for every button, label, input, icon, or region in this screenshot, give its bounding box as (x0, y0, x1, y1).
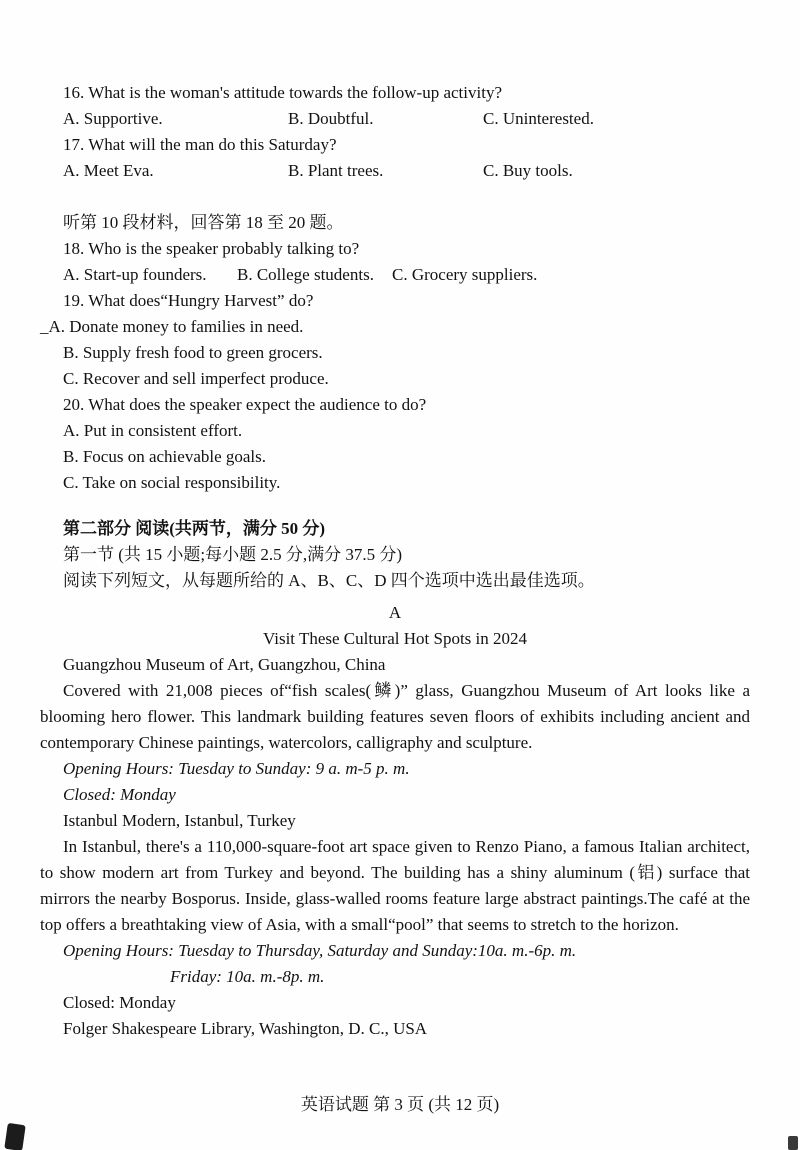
scan-artifact-bottom-right (788, 1136, 798, 1150)
passage-label: A (388, 603, 402, 622)
question-19-option-b: B. Supply fresh food to green grocers. (63, 343, 323, 362)
question-18-option-b: B. College students. (237, 265, 374, 284)
question-19-option-a: A. Donate money to families in need. (48, 317, 304, 336)
question-17-option-b: B. Plant trees. (288, 161, 384, 180)
question-18-options (40, 262, 750, 288)
question-17-option-c: C. Buy tools. (483, 161, 573, 180)
question-16-option-a: A. Supportive. (63, 109, 163, 128)
question-20-option-c: C. Take on social responsibility. (63, 473, 281, 492)
entry-1-body: Covered with 21,008 pieces of“fish scales(鳞)” glass, Guangzhou Museum of Art looks like a blooming hero flower. This landmark building features seven floors of exhibits including ancient and contemporary Chinese paintings, watercolors, calligraphy and sculpture. (40, 681, 750, 752)
entry-2-body: In Istanbul, there's a 110,000-square-foot art space given to Renzo Piano, a famous Italian architect, to show modern art from Turkey and beyond. The building has a shiny aluminum (铝) surface that mirrors the nearby Bosporus. Inside, glass-walled rooms feature large abstract paintings.The café at the top offers a breathtaking view of Asia, with a small“pool” that seems to stretch to the horizon. (40, 837, 750, 934)
reading-instructions: 阅读下列短文，从每题所给的 A、B、C、D 四个选项中选出最佳选项。 (63, 571, 595, 590)
entry-2-closed: Closed: Monday (63, 993, 176, 1012)
passage-title: Visit These Cultural Hot Spots in 2024 (262, 629, 528, 648)
question-20-text: 20. What does the speaker expect the audience to do? (63, 395, 427, 414)
question-16-option-c: C. Uninterested. (483, 109, 594, 128)
entry-1-closed: Closed: Monday (63, 785, 176, 804)
question-18-option-a: A. Start-up founders. (63, 265, 207, 284)
entry-2-opening-hours: Opening Hours: Tuesday to Thursday, Saturday and Sunday:10a. m.-6p. m. (63, 941, 577, 960)
question-20-option-a: A. Put in consistent effort. (63, 421, 243, 440)
entry-1-heading: Guangzhou Museum of Art, Guangzhou, China (63, 655, 386, 674)
entry-3-heading: Folger Shakespeare Library, Washington, D. C., USA (63, 1019, 428, 1038)
stray-mark: _ (40, 317, 49, 336)
question-17-options (40, 158, 750, 184)
question-16-option-b: B. Doubtful. (288, 109, 374, 128)
entry-2-heading: Istanbul Modern, Istanbul, Turkey (63, 811, 296, 830)
part-2-header: 第二部分 阅读(共两节，满分 50 分) (63, 519, 326, 538)
audio-section-10-note: 听第 10 段材料，回答第 18 至 20 题。 (63, 213, 344, 232)
page-footer: 英语试题 第 3 页 (共 12 页) (300, 1095, 500, 1114)
entry-1-opening-hours: Opening Hours: Tuesday to Sunday: 9 a. m-5 p. m. (63, 759, 410, 778)
question-17-option-a: A. Meet Eva. (63, 161, 154, 180)
question-20-option-b: B. Focus on achievable goals. (63, 447, 267, 466)
question-16-options (40, 106, 750, 132)
question-18-option-c: C. Grocery suppliers. (392, 265, 538, 284)
question-19-option-a-line (40, 314, 750, 340)
entry-2-friday-hours: Friday: 10a. m.-8p. m. (170, 967, 325, 986)
section-1-header: 第一节 (共 15 小题;每小题 2.5 分,满分 37.5 分) (63, 545, 403, 564)
question-17-text: 17. What will the man do this Saturday? (63, 135, 337, 154)
question-16-text: 16. What is the woman's attitude towards the follow-up activity? (63, 83, 502, 102)
question-18-text: 18. Who is the speaker probably talking to? (63, 239, 360, 258)
scan-artifact-bottom-left (4, 1123, 25, 1150)
question-19-text: 19. What does“Hungry Harvest” do? (63, 291, 314, 310)
question-19-option-c: C. Recover and sell imperfect produce. (63, 369, 329, 388)
